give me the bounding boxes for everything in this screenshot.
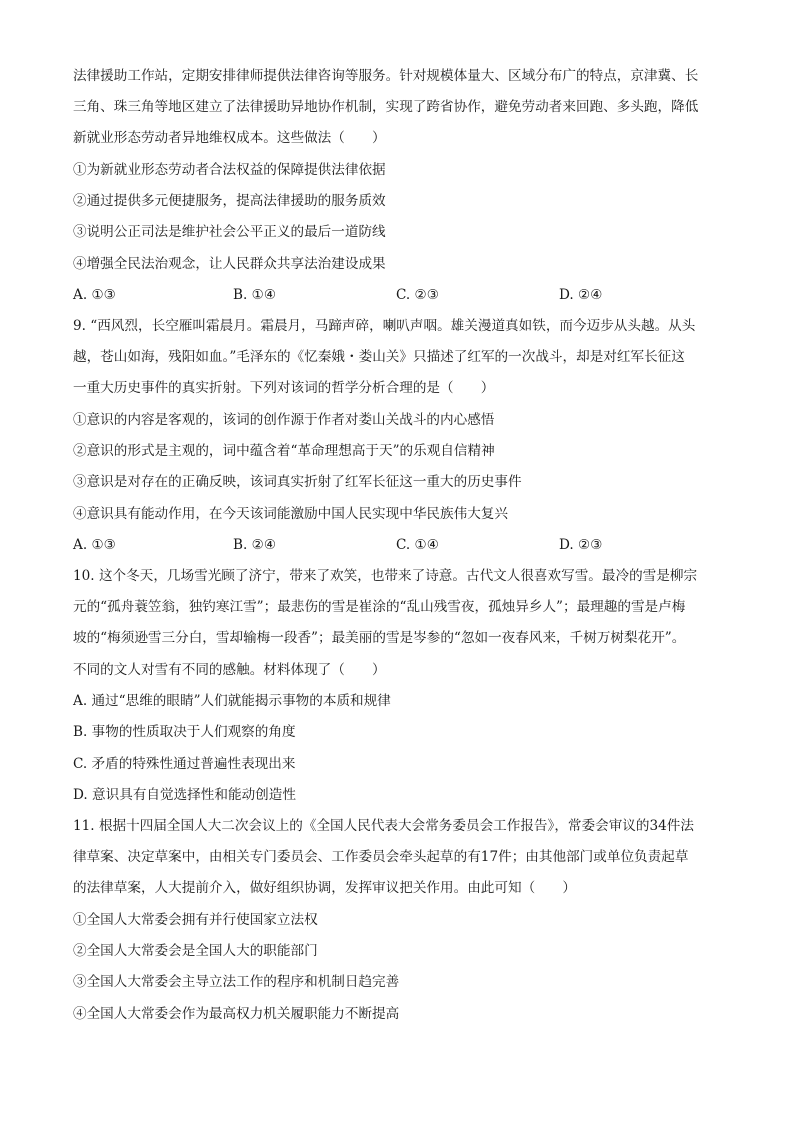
q11-statement-4: ④全国人大常委会作为最高权力机关履职能力不断提高 [73,1006,400,1022]
q9-options [73,536,733,554]
q10-stem-line-3: 坡的“梅须逊雪三分白，雪却输梅一段香”；最美丽的雪是岑参的“忽如一夜春风来，千树万树梨花开”。 [73,630,686,646]
q8-option-a: A. ①③ [73,287,116,303]
q11-statement-1: ①全国人大常委会拥有并行使国家立法权 [73,912,318,928]
q8-option-c: C. ②③ [396,287,439,303]
q11-stem-line-1: 11. 根据十四届全国人大二次会议上的《全国人民代表大会常务委员会工作报告》，常委会审议的34件法 [73,818,694,834]
q8-stem-line-3: 新就业形态劳动者异地维权成本。这些做法（ ） [73,130,386,146]
q10-option-a: A. 通过“思维的眼睛”人们就能揭示事物的本质和规律 [73,693,391,709]
q9-statement-2: ②意识的形式是主观的，词中蕴含着“革命理想高于天”的乐观自信精神 [73,443,495,459]
q10-stem-line-1: 10. 这个冬天，几场雪光顾了济宁，带来了欢笑，也带来了诗意。古代文人很喜欢写雪。最冷的雪是柳宗 [73,568,698,584]
q10-stem-line-2: 元的“孤舟蓑笠翁，独钓寒江雪”；最悲伤的雪是崔涂的“乱山残雪夜，孤烛异乡人”；最理趣的雪是卢梅 [73,599,686,615]
q9-option-b: B. ②④ [233,537,277,553]
q9-stem-line-2: 越，苍山如海，残阳如血。”毛泽东的《忆秦娥・娄山关》只描述了红军的一次战斗，却是对红军长征这 [73,349,685,365]
q10-option-c: C. 矛盾的特殊性通过普遍性表现出来 [73,756,296,772]
q10-stem-line-4: 不同的文人对雪有不同的感触。材料体现了（ ） [73,662,386,678]
q9-statement-3: ③意识是对存在的正确反映，该词真实折射了红军长征这一重大的历史事件 [73,474,522,490]
q8-option-d: D. ②④ [559,287,603,303]
q8-statement-4: ④增强全民法治观念，让人民群众共享法治建设成果 [73,256,386,272]
q8-options [73,286,733,304]
q8-stem-line-1: 法律援助工作站，定期安排律师提供法律咨询等服务。针对规模体量大、区域分布广的特点，京津冀、长 [73,68,699,84]
q11-statement-3: ③全国人大常委会主导立法工作的程序和机制日趋完善 [73,974,400,990]
q8-statement-3: ③说明公正司法是维护社会公平正义的最后一道防线 [73,224,386,240]
q10-option-b: B. 事物的性质取决于人们观察的角度 [73,724,296,740]
q8-stem-line-2: 三角、珠三角等地区建立了法律援助异地协作机制，实现了跨省协作，避免劳动者来回跑、多头跑，降低 [73,99,699,115]
q9-stem-line-1: 9. “西风烈，长空雁叫霜晨月。霜晨月，马蹄声碎，喇叭声咽。雄关漫道真如铁，而今迈步从头越。从头 [73,318,696,334]
q10-option-d: D. 意识具有自觉选择性和能动创造性 [73,787,296,803]
q9-option-a: A. ①③ [73,537,116,553]
q8-statement-2: ②通过提供多元便捷服务，提高法律援助的服务质效 [73,193,386,209]
q9-stem-line-3: 一重大历史事件的真实折射。下列对该词的哲学分析合理的是（ ） [73,380,495,396]
q9-statement-1: ①意识的内容是客观的，该词的创作源于作者对娄山关战斗的内心感悟 [73,412,495,428]
q9-option-c: C. ①④ [396,537,439,553]
q8-option-b: B. ①④ [233,287,277,303]
q11-stem-line-2: 律草案、决定草案中，由相关专门委员会、工作委员会牵头起草的有17件；由其他部门或单位负责起草 [73,849,689,865]
q9-statement-4: ④意识具有能动作用，在今天该词能激励中国人民实现中华民族伟大复兴 [73,506,508,522]
q8-statement-1: ①为新就业形态劳动者合法权益的保障提供法律依据 [73,162,386,178]
q11-statement-2: ②全国人大常委会是全国人大的职能部门 [73,943,318,959]
q9-option-d: D. ②③ [559,537,603,553]
q11-stem-line-3: 的法律草案，人大提前介入，做好组织协调，发挥审议把关作用。由此可知（ ） [73,880,576,896]
